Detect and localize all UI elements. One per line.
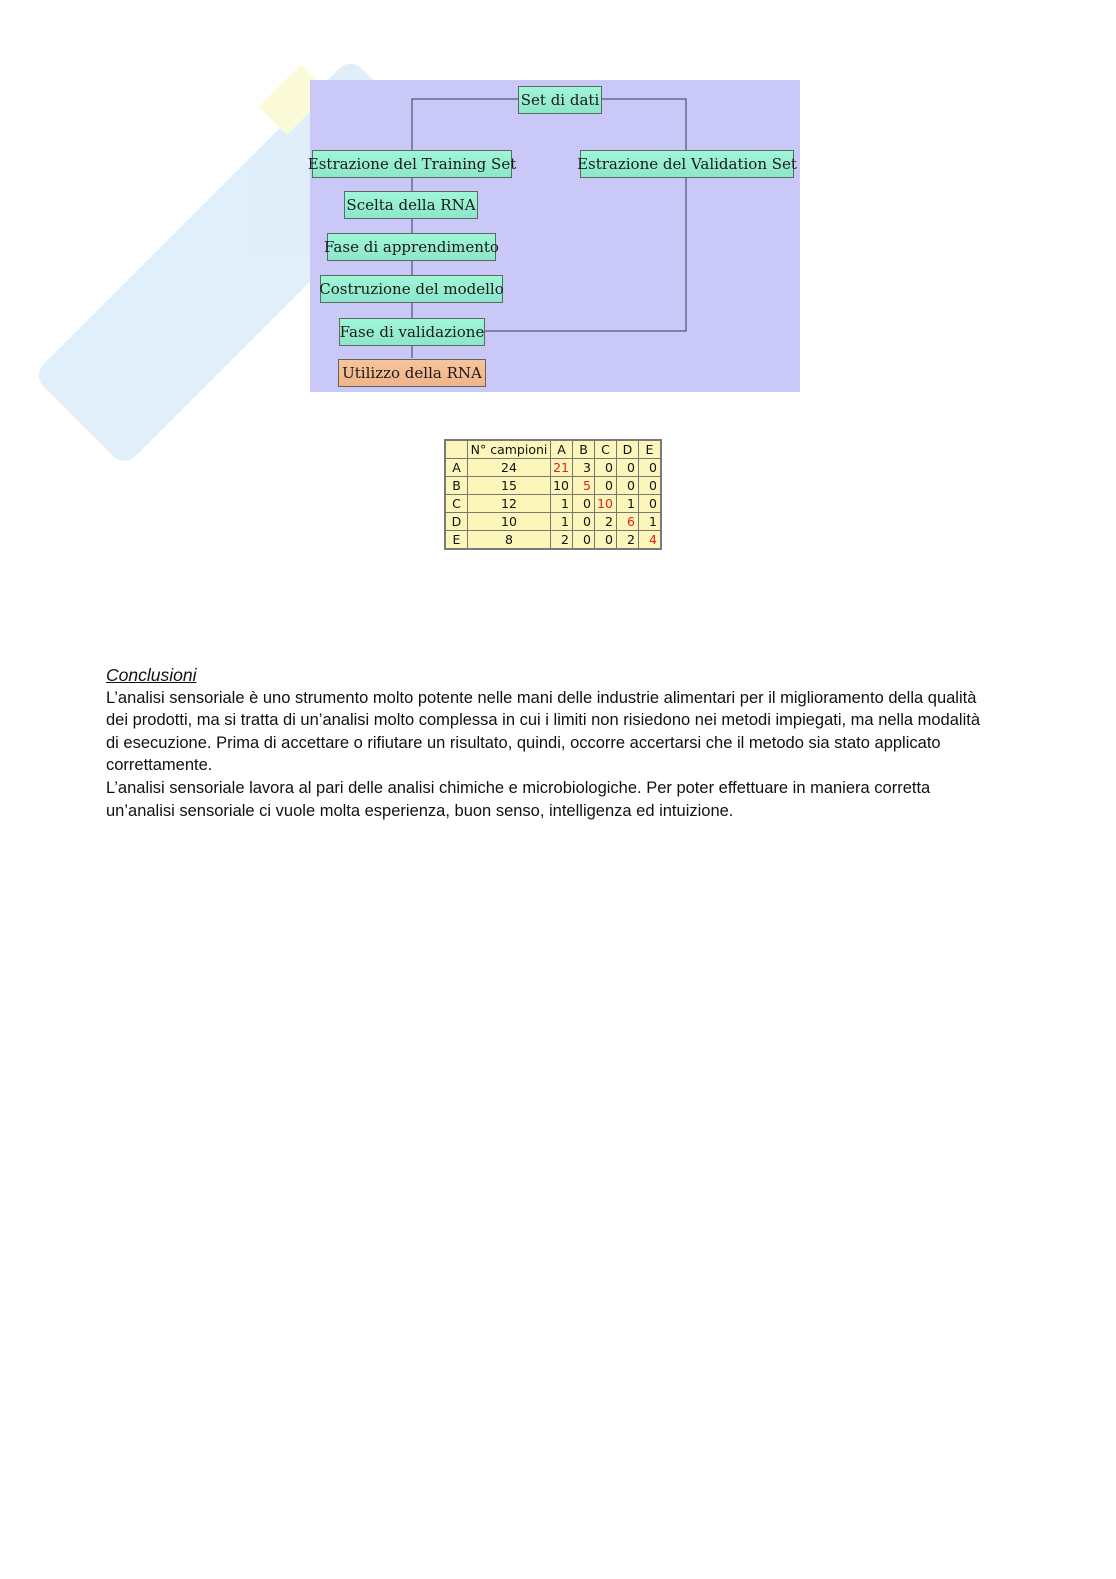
paragraph: L’analisi sensoriale lavora al pari delle analisi chimiche e microbiologiche. Per poter effettuare in maniera corretta un’analisi sensoriale ci vuole molta esperienza, buon senso, intelligenza ed intuizione. xyxy=(106,778,931,820)
node-fase-apprendimento: Fase di apprendimento xyxy=(327,233,496,261)
table-row xyxy=(445,495,661,513)
flowchart xyxy=(307,80,800,392)
table-cell: 2 xyxy=(617,531,639,550)
campioni-cell: 24 xyxy=(468,459,551,477)
node-scelta-rna: Scelta della RNA xyxy=(344,191,478,219)
campioni-cell: 8 xyxy=(468,531,551,550)
section-heading: Conclusioni xyxy=(106,665,197,685)
table-cell: 0 xyxy=(573,495,595,513)
row-label: A xyxy=(445,459,468,477)
table-cell: 0 xyxy=(639,495,662,513)
paragraph: L’analisi sensoriale è uno strumento molto potente nelle mani delle industrie alimentari per il miglioramento della qualità dei prodotti, ma si tratta di un’analisi molto complessa in cui i limiti non risiedono nei metodi impiegati, ma nella modalità di esecuzione. Prima di accettare o rifiutare un risultato, quindi, occorre accertarsi che il metodo sia stato applicato correttamente. xyxy=(106,688,981,775)
table-header-cell: B xyxy=(573,440,595,459)
node-fase-validazione: Fase di validazione xyxy=(339,318,485,346)
table-row xyxy=(445,513,661,531)
table-cell: 0 xyxy=(639,459,662,477)
table-row xyxy=(445,531,661,550)
table-cell: 1 xyxy=(551,513,573,531)
table-cell: 1 xyxy=(617,495,639,513)
table-cell: 0 xyxy=(595,459,617,477)
table-cell: 6 xyxy=(617,513,639,531)
row-label: C xyxy=(445,495,468,513)
node-utilizzo-rna: Utilizzo della RNA xyxy=(338,359,486,387)
table-header-cell: E xyxy=(639,440,662,459)
table-cell: 0 xyxy=(639,477,662,495)
table-row xyxy=(445,477,661,495)
table-header-cell: C xyxy=(595,440,617,459)
node-costruzione-modello: Costruzione del modello xyxy=(320,275,503,303)
row-label: B xyxy=(445,477,468,495)
table-header-cell: D xyxy=(617,440,639,459)
table-cell: 2 xyxy=(551,531,573,550)
table-cell: 0 xyxy=(595,477,617,495)
conclusions-section xyxy=(106,664,986,822)
table-header-cell: N° campioni xyxy=(468,440,551,459)
table-cell: 0 xyxy=(595,531,617,550)
table-cell: 3 xyxy=(573,459,595,477)
table-cell: 1 xyxy=(551,495,573,513)
table-cell: 2 xyxy=(595,513,617,531)
table-cell: 21 xyxy=(551,459,573,477)
table-header-row xyxy=(445,440,661,459)
campioni-cell: 10 xyxy=(468,513,551,531)
table-cell: 1 xyxy=(639,513,662,531)
table-cell: 0 xyxy=(617,477,639,495)
row-label: D xyxy=(445,513,468,531)
table-cell: 0 xyxy=(617,459,639,477)
table-cell: 10 xyxy=(595,495,617,513)
confusion-table xyxy=(444,439,662,550)
table-cell: 0 xyxy=(573,531,595,550)
table-cell: 4 xyxy=(639,531,662,550)
table-cell: 5 xyxy=(573,477,595,495)
row-label: E xyxy=(445,531,468,550)
table-cell: 10 xyxy=(551,477,573,495)
table-header-cell: A xyxy=(551,440,573,459)
node-estrazione-training-set: Estrazione del Training Set xyxy=(312,150,512,178)
table-row xyxy=(445,459,661,477)
table-cell: 0 xyxy=(573,513,595,531)
campioni-cell: 12 xyxy=(468,495,551,513)
table-header-cell xyxy=(445,440,468,459)
campioni-cell: 15 xyxy=(468,477,551,495)
node-estrazione-validation-set: Estrazione del Validation Set xyxy=(580,150,794,178)
node-set-di-dati: Set di dati xyxy=(518,86,602,114)
